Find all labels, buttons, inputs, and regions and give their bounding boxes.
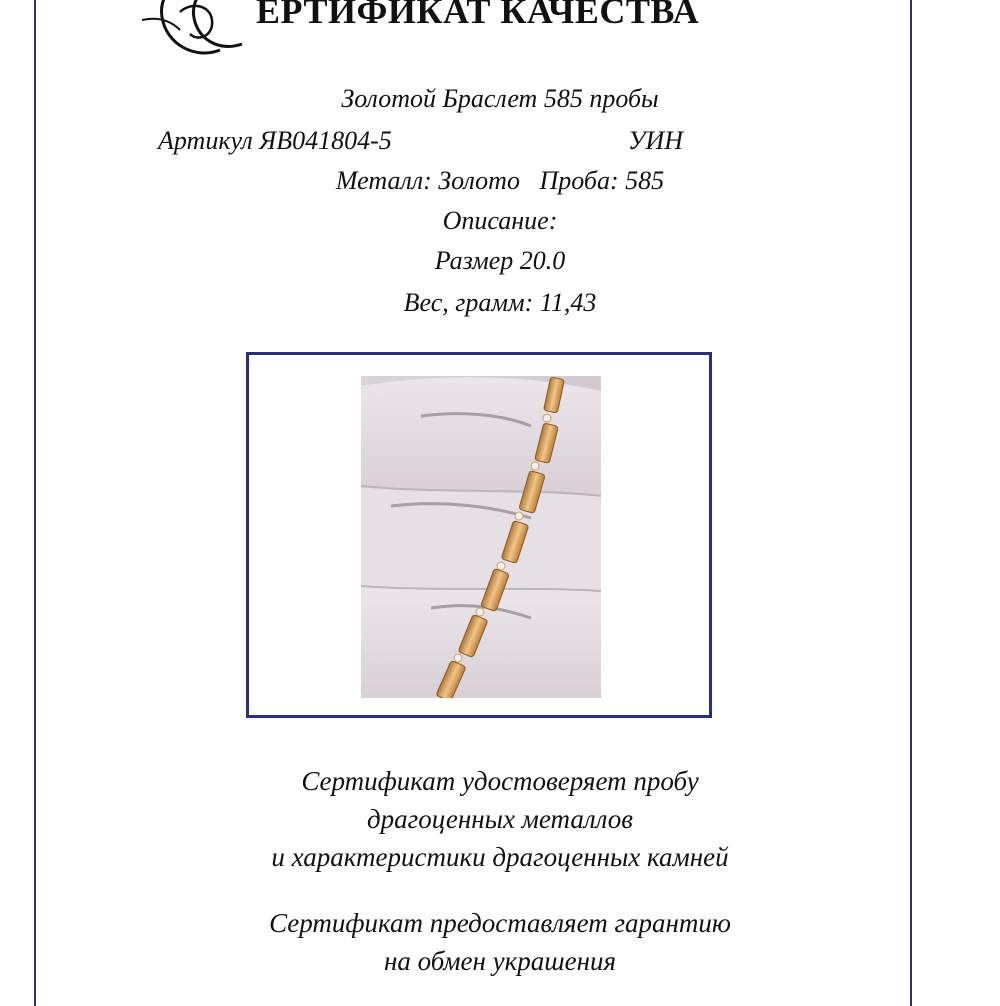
paragraph-1-line-1: Сертификат удостоверяет пробу <box>301 766 699 796</box>
gold-bracelet-on-glove-photo <box>361 376 601 698</box>
paragraph-2-line-1: Сертификат предоставляет гарантию <box>269 908 731 938</box>
product-name: Золотой Браслет 585 пробы <box>341 84 659 113</box>
size-value: Размер 20.0 <box>434 246 566 275</box>
paragraph-1-line-2: драгоценных металлов <box>367 804 633 834</box>
guarantee-paragraph-2 <box>0 904 1000 980</box>
article-number: Артикул ЯВ041804-5 <box>158 126 392 155</box>
weight-value: Вес, грамм: 11,43 <box>403 288 597 317</box>
script-c-monogram-icon <box>140 0 255 77</box>
uin-label: УИН <box>628 126 684 155</box>
product-photo-frame <box>246 352 712 718</box>
metal-assay: Металл: Золото Проба: 585 <box>335 166 665 195</box>
paragraph-1-line-3: и характеристики драгоценных камней <box>271 842 729 872</box>
certificate-header <box>0 0 1000 80</box>
paragraph-2-line-2: на обмен украшения <box>383 946 617 976</box>
certificate-title: ЕРТИФИКАТ КАЧЕСТВА <box>256 0 700 31</box>
description-label: Описание: <box>442 206 558 235</box>
guarantee-paragraph-1 <box>0 762 1000 876</box>
